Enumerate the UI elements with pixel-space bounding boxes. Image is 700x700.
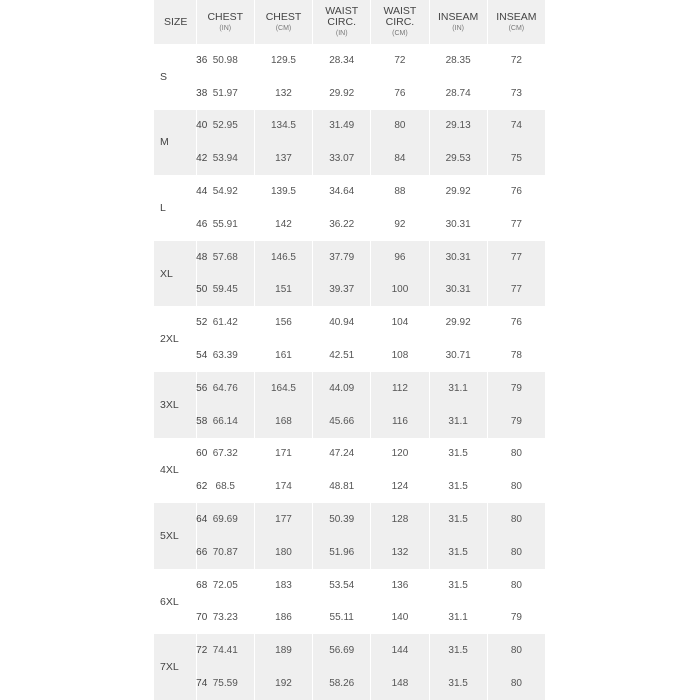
cell-waist-cm: 136 [371, 569, 429, 602]
header-unit: (CM) [275, 24, 292, 32]
cell-inseam-in: 31.5 [429, 569, 487, 602]
header-label: WAIST CIRC. [383, 5, 417, 28]
cell-inseam-cm: 77 [487, 274, 545, 307]
cell-inseam-in: 28.74 [429, 77, 487, 110]
table-row [154, 503, 546, 536]
cell-chest-in: 75.59 [196, 667, 254, 700]
cell-chest-cm: 171 [254, 438, 312, 471]
header-inseam-in [429, 0, 487, 44]
cell-inseam-cm: 74 [487, 110, 545, 143]
cell-chest-cm: 174 [254, 470, 312, 503]
cell-inseam-in: 31.5 [429, 536, 487, 569]
cell-chest-in: 74.41 [196, 634, 254, 667]
header-waist-in [313, 0, 371, 44]
cell-inseam-cm: 79 [487, 372, 545, 405]
cell-waist-cm: 96 [371, 241, 429, 274]
table-body [154, 44, 546, 700]
cell-chest-cm: 139.5 [254, 175, 312, 208]
table-row [154, 241, 546, 274]
cell-chest-in: 53.94 [196, 142, 254, 175]
cell-waist-cm: 80 [371, 110, 429, 143]
cell-chest-in: 73.23 [196, 602, 254, 635]
cell-chest-cm: 180 [254, 536, 312, 569]
cell-inseam-cm: 80 [487, 438, 545, 471]
cell-inseam-cm: 76 [487, 175, 545, 208]
size-label: S [160, 70, 168, 83]
cell-waist-in: 39.37 [313, 274, 371, 307]
cell-inseam-in: 30.31 [429, 274, 487, 307]
cell-waist-cm: 120 [371, 438, 429, 471]
header-unit: (IN) [219, 24, 232, 32]
cell-chest-cm: 168 [254, 405, 312, 438]
table-row: L 44 54.92 139.5 34.64 88 29.92 76 [154, 175, 546, 208]
table-row: 38 51.97 132 29.92 76 28.74 73 [154, 77, 546, 110]
size-chart-table [154, 0, 546, 700]
cell-chest-in: 57.68 [196, 241, 254, 274]
cell-waist-cm: 132 [371, 536, 429, 569]
cell-waist-in: 50.39 [313, 503, 371, 536]
header-unit: (IN) [452, 24, 464, 32]
cell-waist-in: 29.92 [313, 77, 371, 110]
cell-chest-in: 55.91 [196, 208, 254, 241]
cell-chest-cm: 161 [254, 339, 312, 372]
cell-inseam-cm: 80 [487, 634, 545, 667]
table-row: 2XL 52 61.42 156 40.94 104 29.92 76 [154, 306, 546, 339]
cell-inseam-in: 29.53 [429, 142, 487, 175]
cell-inseam-in: 28.35 [429, 44, 487, 77]
cell-chest-in: 54.92 [196, 175, 254, 208]
cell-waist-in: 47.24 [313, 438, 371, 471]
cell-inseam-in: 31.5 [429, 634, 487, 667]
table-row: 62 68.5 174 48.81 124 31.5 80 [154, 470, 546, 503]
table-row [154, 536, 546, 569]
cell-waist-in: 31.49 [313, 110, 371, 143]
cell-chest-in: 52.95 [196, 110, 254, 143]
cell-chest-in: 59.45 [196, 274, 254, 307]
cell-waist-in: 40.94 [313, 306, 371, 339]
cell-waist-in: 53.54 [313, 569, 371, 602]
cell-waist-cm: 124 [371, 470, 429, 503]
cell-chest-in: 66.14 [196, 405, 254, 438]
size-label: M [154, 110, 196, 176]
cell-waist-cm: 112 [371, 372, 429, 405]
cell-waist-cm: 148 [371, 667, 429, 700]
size-label: L [160, 201, 166, 214]
cell-chest-cm: 189 [254, 634, 312, 667]
cell-inseam-in: 29.13 [429, 110, 487, 143]
cell-inseam-in: 30.31 [429, 241, 487, 274]
cell-chest-in: 50.98 [196, 44, 254, 77]
cell-chest-cm: 164.5 [254, 372, 312, 405]
table-row: 54 63.39 161 42.51 108 30.71 78 [154, 339, 546, 372]
cell-inseam-in: 31.5 [429, 503, 487, 536]
cell-chest-in: 68.5 [196, 470, 254, 503]
cell-waist-cm: 128 [371, 503, 429, 536]
cell-chest-cm: 183 [254, 569, 312, 602]
header-size [154, 0, 196, 44]
cell-inseam-cm: 80 [487, 470, 545, 503]
cell-waist-in: 36.22 [313, 208, 371, 241]
cell-waist-cm: 108 [371, 339, 429, 372]
cell-waist-cm: 140 [371, 602, 429, 635]
cell-chest-in: 64.76 [196, 372, 254, 405]
table-row [154, 274, 546, 307]
cell-waist-in: 42.51 [313, 339, 371, 372]
cell-waist-cm: 84 [371, 142, 429, 175]
table-header [154, 0, 546, 44]
cell-inseam-in: 31.1 [429, 602, 487, 635]
cell-inseam-cm: 77 [487, 241, 545, 274]
cell-inseam-cm: 80 [487, 667, 545, 700]
cell-inseam-in: 30.71 [429, 339, 487, 372]
cell-chest-in: 61.42 [196, 306, 254, 339]
cell-waist-in: 51.96 [313, 536, 371, 569]
cell-chest-cm: 146.5 [254, 241, 312, 274]
cell-inseam-in: 29.92 [429, 175, 487, 208]
table-row [154, 667, 546, 700]
cell-inseam-cm: 80 [487, 536, 545, 569]
cell-chest-in: 72.05 [196, 569, 254, 602]
cell-inseam-cm: 79 [487, 602, 545, 635]
cell-chest-cm: 142 [254, 208, 312, 241]
header-unit: (CM) [392, 30, 408, 37]
cell-chest-in: 51.97 [196, 77, 254, 110]
cell-inseam-cm: 72 [487, 44, 545, 77]
cell-inseam-in: 31.5 [429, 667, 487, 700]
table-row: 6XL 68 72.05 183 53.54 136 31.5 80 [154, 569, 546, 602]
header-chest-cm [254, 0, 312, 44]
cell-inseam-cm: 76 [487, 306, 545, 339]
cell-waist-in: 33.07 [313, 142, 371, 175]
cell-chest-cm: 177 [254, 503, 312, 536]
cell-chest-cm: 186 [254, 602, 312, 635]
size-label: XL [154, 241, 196, 307]
cell-waist-cm: 144 [371, 634, 429, 667]
table-row [154, 142, 546, 175]
cell-inseam-cm: 78 [487, 339, 545, 372]
cell-waist-in: 58.26 [313, 667, 371, 700]
table-row [154, 634, 546, 667]
cell-inseam-cm: 80 [487, 503, 545, 536]
cell-waist-in: 34.64 [313, 175, 371, 208]
cell-chest-in: 67.32 [196, 438, 254, 471]
cell-inseam-in: 31.5 [429, 470, 487, 503]
cell-chest-in: 69.69 [196, 503, 254, 536]
cell-chest-in: 70.87 [196, 536, 254, 569]
cell-chest-cm: 151 [254, 274, 312, 307]
cell-waist-in: 28.34 [313, 44, 371, 77]
header-label: SIZE [164, 15, 188, 28]
size-label: 5XL [154, 503, 196, 569]
cell-chest-cm: 192 [254, 667, 312, 700]
table-row [154, 110, 546, 143]
cell-waist-cm: 100 [371, 274, 429, 307]
cell-chest-cm: 134.5 [254, 110, 312, 143]
header-label: INSEAM [496, 10, 537, 23]
cell-waist-cm: 76 [371, 77, 429, 110]
cell-inseam-in: 30.31 [429, 208, 487, 241]
cell-inseam-cm: 80 [487, 569, 545, 602]
header-label: INSEAM [438, 10, 479, 23]
cell-waist-in: 45.66 [313, 405, 371, 438]
cell-waist-in: 55.11 [313, 602, 371, 635]
cell-waist-in: 56.69 [313, 634, 371, 667]
table-row: 46 55.91 142 36.22 92 30.31 77 [154, 208, 546, 241]
header-chest-in [196, 0, 254, 44]
cell-waist-cm: 116 [371, 405, 429, 438]
cell-waist-in: 44.09 [313, 372, 371, 405]
header-label: CHEST [265, 10, 302, 23]
cell-chest-cm: 156 [254, 306, 312, 339]
header-inseam-cm [487, 0, 545, 44]
cell-chest-cm: 132 [254, 77, 312, 110]
size-label: 7XL [154, 634, 196, 700]
cell-chest-cm: 137 [254, 142, 312, 175]
cell-inseam-in: 31.1 [429, 372, 487, 405]
cell-inseam-cm: 75 [487, 142, 545, 175]
cell-chest-cm: 129.5 [254, 44, 312, 77]
cell-inseam-in: 31.5 [429, 438, 487, 471]
table-row [154, 405, 546, 438]
size-label: 2XL [160, 333, 179, 346]
cell-inseam-cm: 77 [487, 208, 545, 241]
header-unit: (IN) [335, 30, 348, 37]
cell-inseam-cm: 79 [487, 405, 545, 438]
cell-inseam-cm: 73 [487, 77, 545, 110]
size-label: 6XL [160, 595, 179, 608]
table-row: 4XL 60 67.32 171 47.24 120 31.5 80 [154, 438, 546, 471]
header-label: WAIST CIRC. [325, 5, 359, 28]
cell-waist-cm: 92 [371, 208, 429, 241]
size-label: 3XL [154, 372, 196, 438]
table-row: S 36 50.98 129.5 28.34 72 28.35 72 [154, 44, 546, 77]
cell-inseam-in: 31.1 [429, 405, 487, 438]
cell-waist-cm: 104 [371, 306, 429, 339]
header-label: CHEST [207, 10, 244, 23]
cell-waist-in: 37.79 [313, 241, 371, 274]
header-unit: (CM) [508, 24, 525, 32]
cell-chest-in: 63.39 [196, 339, 254, 372]
cell-waist-cm: 72 [371, 44, 429, 77]
cell-waist-cm: 88 [371, 175, 429, 208]
cell-waist-in: 48.81 [313, 470, 371, 503]
table-row [154, 372, 546, 405]
cell-inseam-in: 29.92 [429, 306, 487, 339]
header-waist-cm [371, 0, 429, 44]
size-label: 4XL [160, 464, 179, 477]
table-row: 70 73.23 186 55.11 140 31.1 79 [154, 602, 546, 635]
